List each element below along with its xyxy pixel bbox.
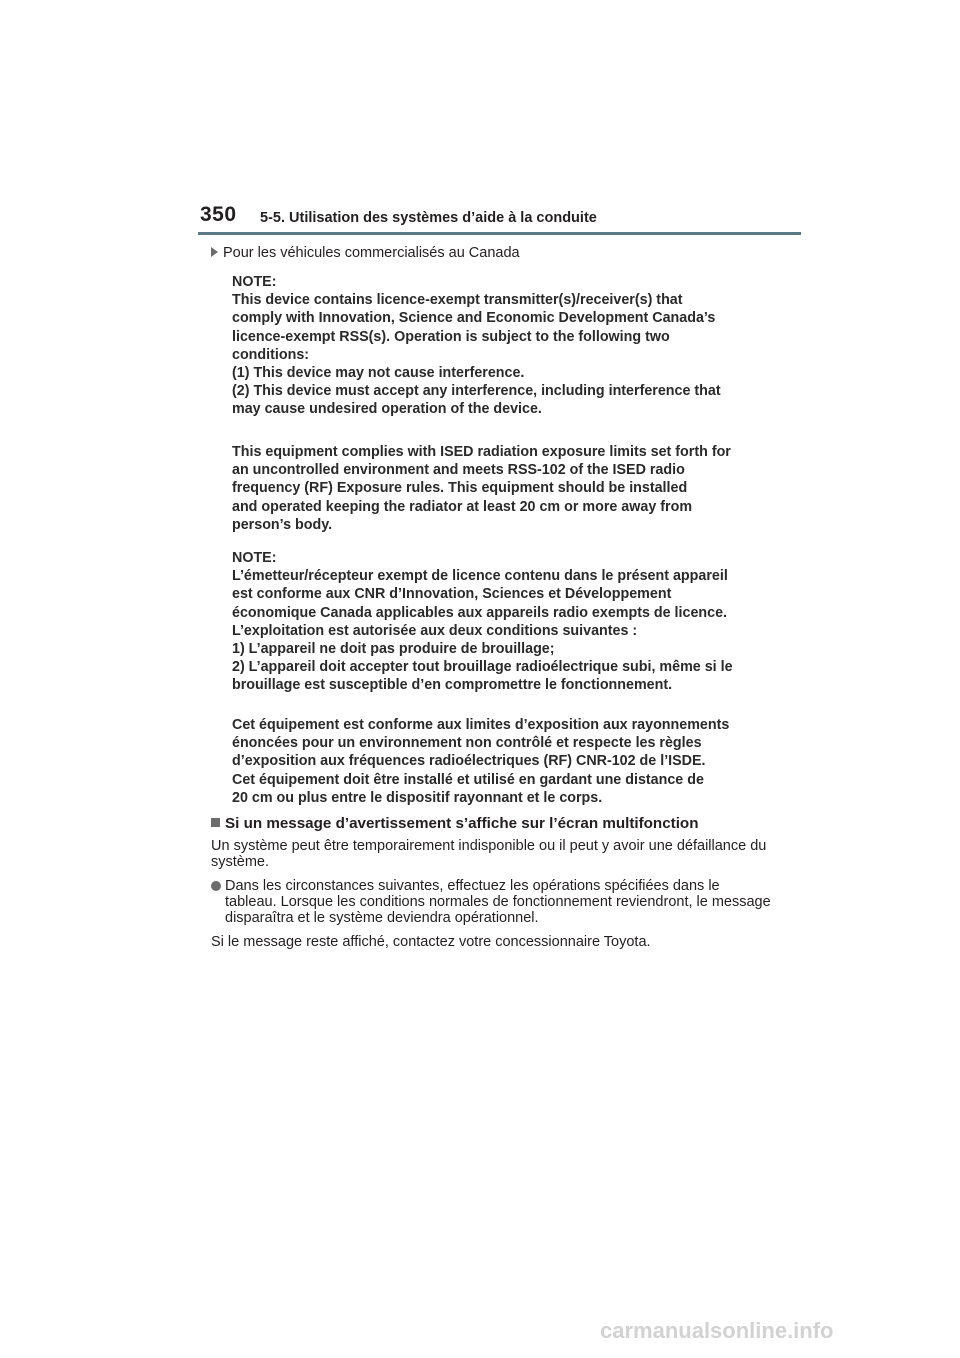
notice-english-exposure [232, 443, 752, 534]
arrow-icon [211, 247, 218, 257]
notice-line: This equipment complies with ISED radiation exposure limits set forth for [232, 444, 731, 460]
notice-line: and operated keeping the radiator at least 20 cm or more away from [232, 498, 693, 515]
notice-line: NOTE: [232, 274, 277, 290]
header-rule [198, 232, 801, 235]
section-title: 5-5. Utilisation des systèmes d’aide à la conduite [260, 210, 597, 226]
notice-line: conditions: [232, 346, 310, 363]
warning-message-heading [211, 815, 699, 832]
notice-french-conditions [232, 549, 752, 695]
notice-line: Cet équipement doit être installé et utilisé en gardant une distance de [232, 771, 704, 788]
warning-message-heading-text: Si un message d’avertissement s’affiche sur l’écran multifonction [225, 815, 699, 832]
notice-line: comply with Innovation, Science and Economic Development Canada’s [232, 310, 716, 327]
notice-line: brouillage est susceptible d’en compromettre le fonctionnement. [232, 677, 673, 694]
closing-paragraph: Si le message reste affiché, contactez votre concessionnaire Toyota. [211, 934, 651, 950]
notice-line: 2) L’appareil doit accepter tout brouillage radioélectrique subi, même si le [232, 659, 733, 676]
notice-line: Cet équipement est conforme aux limites d’exposition aux rayonnements [232, 717, 730, 733]
notice-line: est conforme aux CNR d’Innovation, Sciences et Développement [232, 586, 672, 603]
notice-line: licence-exempt RSS(s). Operation is subject to the following two [232, 328, 670, 345]
notice-line: d’exposition aux fréquences radioélectriques (RF) CNR-102 de l’ISDE. [232, 753, 706, 770]
notice-line: frequency (RF) Exposure rules. This equipment should be installed [232, 480, 688, 497]
notice-line: 1) L’appareil ne doit pas produire de brouillage; [232, 641, 555, 658]
bullet-item [211, 878, 771, 926]
notice-line: économique Canada applicables aux appareils radio exempts de licence. [232, 604, 728, 621]
region-label-text: Pour les véhicules commercialisés au Canada [223, 245, 520, 261]
page-number: 350 [200, 203, 237, 226]
notice-line: NOTE: [232, 550, 277, 566]
notice-line: an uncontrolled environment and meets RSS-102 of the ISED radio [232, 462, 685, 479]
notice-line: (2) This device must accept any interference, including interference that [232, 383, 721, 400]
circle-bullet-icon [211, 881, 221, 891]
notice-line: 20 cm ou plus entre le dispositif rayonnant et le corps. [232, 789, 603, 806]
region-label [211, 244, 520, 262]
notice-line: énoncées pour un environnement non contrôlé et respecte les règles [232, 735, 702, 752]
intro-paragraph: Un système peut être temporairement indisponible ou il peut y avoir une défaillance du système. [211, 838, 767, 870]
bullet-item-text: Dans les circonstances suivantes, effectuez les opérations spécifiées dans le tableau. Lorsque les conditions normales de fonctionnement reviendront, le message disparaîtra et le système deviendra opérationnel. [225, 878, 771, 926]
watermark: carmanualsonline.info [600, 1318, 834, 1343]
notice-line: L’émetteur/récepteur exempt de licence contenu dans le présent appareil [232, 568, 728, 585]
notice-line: person’s body. [232, 516, 333, 533]
notice-line: (1) This device may not cause interference. [232, 365, 525, 382]
notice-line: This device contains licence-exempt transmitter(s)/receiver(s) that [232, 292, 683, 309]
notice-french-exposure [232, 716, 752, 807]
notice-line: L’exploitation est autorisée aux deux conditions suivantes : [232, 622, 638, 639]
notice-english-conditions [232, 273, 752, 419]
notice-line: may cause undesired operation of the device. [232, 401, 542, 418]
square-bullet-icon [211, 818, 220, 827]
